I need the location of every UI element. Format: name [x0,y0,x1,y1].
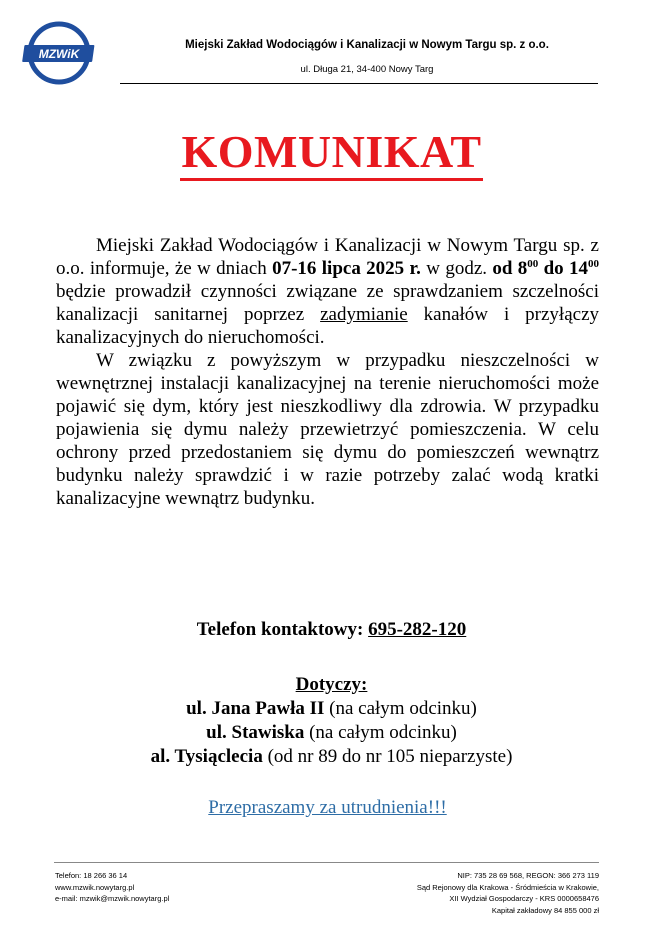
announcement-title [0,126,663,181]
company-address: ul. Długa 21, 34-400 Nowy Targ [300,64,434,75]
paragraph-2: W związku z powyższym w przypadku nieszczelności w wewnętrznej instalacji kanalizacyjnej na terenie nieruchomości może pojawić się dym, który jest nieszkodliwy dla zdrowia. W przypadku pojawienia się dymu należy przewietrzyć pomieszczenia. W celu ochrony przed przedostaniem się dymu do pomieszczeń wewnątrz budynku należy sprawdzić i w razie potrzeby zalać wodą kratki kanalizacyjne wewnątrz budynku. [56,350,599,509]
company-name: Miejski Zakład Wodociągów i Kanalizacji w Nowym Targu sp. z o.o. [185,39,549,51]
concerns-heading: Dotyczy: [295,674,368,695]
footer-website[interactable]: www.mzwik.nowytarg.pl [55,882,135,892]
phone-number[interactable]: 695-282-120 [368,619,467,640]
footer-contact [55,870,169,905]
footer-nip-regon: NIP: 735 28 69 568, REGON: 366 273 119 [457,871,599,880]
apology-text: Przepraszamy za utrudnienia!!! [208,797,447,818]
footer-email[interactable]: e-mail: mzwik@mzwik.nowytarg.pl [55,894,170,904]
apology-message [0,797,655,819]
header-divider [120,83,598,84]
underlined-term: zadymianie [320,304,408,325]
footer-krs: XII Wydział Gospodarczy - KRS 0000658476 [449,894,599,904]
dates: 07-16 lipca 2025 r. [272,258,421,279]
paragraph-1: Miejski Zakład Wodociągów i Kanalizacji w Nowym Targu sp. z o.o. informuje, że w dniach 07-16 lipca 2025 r. w godz. od $8^{00}$ do $14^{00}$ będzie prowadził czynności związane ze sprawdzaniem szczelności kanalizacji sanitarnej poprzez zadymianie kanałów i przyłączy kanalizacyjnych do nieruchomości. [56,235,600,348]
time-from: od $8^{00}$ [492,258,539,279]
company-logo [19,20,99,86]
footer-court: Sąd Rejonowy dla Krakowa - Śródmieścia w Krakowie, [416,882,599,892]
title-text: KOMUNIKAT [180,126,482,181]
street-item: al. Tysiąclecia (od nr 89 do nr 105 nieparzyste) [150,746,513,767]
time-to: do $14^{00}$ [538,258,600,279]
concerns-section [0,673,663,769]
contact-phone [0,619,663,641]
phone-label: Telefon kontaktowy: [196,619,369,640]
logo-text: MZWiK [38,47,80,61]
footer-registration [417,870,599,917]
street-item: ul. Jana Pawła II (na całym odcinku) [186,698,477,719]
footer-phone: Telefon: 18 266 36 14 [55,871,128,880]
announcement-body [56,234,599,510]
footer-capital: Kapitał zakładowy 84 855 000 zł [491,906,599,916]
footer-divider [54,862,599,863]
street-item: ul. Stawiska (na całym odcinku) [206,722,457,743]
